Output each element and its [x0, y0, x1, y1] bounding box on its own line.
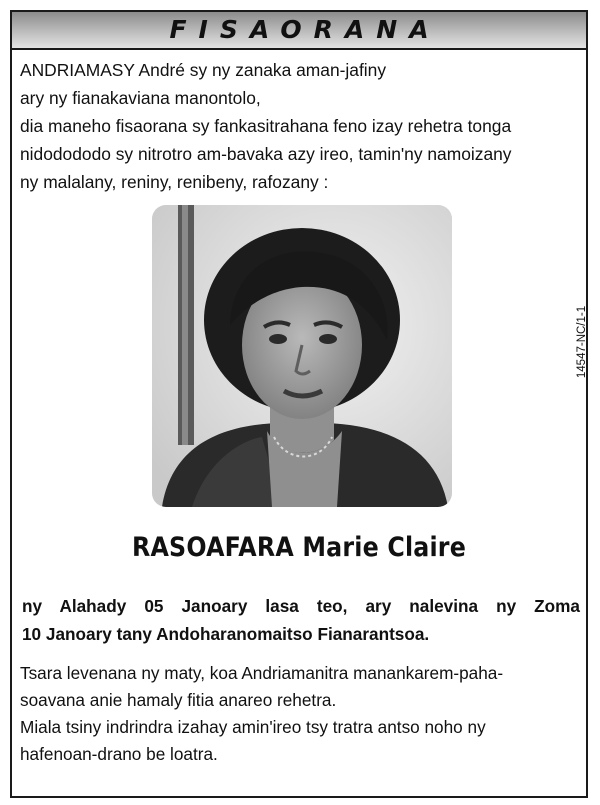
closing-line: soavana anie hamaly fitia anareo rehetra.	[20, 690, 337, 710]
closing-line: Tsara levenana ny maty, koa Andriamanitra manankarem-paha-	[20, 663, 504, 683]
intro-line: ary ny fianakaviana manontolo,	[20, 88, 261, 108]
death-details-line: 10 Janoary tany Andoharanomaitso Fianarantsoa.	[22, 624, 430, 644]
death-details	[22, 592, 580, 648]
closing-line: Miala tsiny indrindra izahay amin'ireo tsy tratra antso noho ny	[20, 717, 486, 737]
intro-paragraph	[20, 56, 580, 196]
portrait-photo	[152, 205, 452, 507]
header-banner	[12, 12, 586, 50]
notice-title: FISAORANA	[169, 15, 441, 44]
death-details-line: ny Alahady 05 Janoary lasa teo, ary nalevina ny Zoma	[22, 596, 580, 616]
intro-line: nidodododo sy nitrotro am-bavaka azy ireo, tamin'ny namoizany	[20, 144, 512, 164]
portrait-illustration	[152, 205, 452, 507]
closing-line: hafenoan-drano be loatra.	[20, 744, 218, 764]
intro-line: ANDRIAMASY André sy ny zanaka aman-jafiny	[20, 60, 387, 80]
intro-line: dia maneho fisaorana sy fankasitrahana feno izay rehetra tonga	[20, 116, 512, 136]
intro-line: ny malalany, reniny, renibeny, rafozany :	[20, 172, 329, 192]
notice-frame	[10, 10, 588, 798]
closing-paragraph	[20, 660, 580, 768]
deceased-name: RASOAFARA Marie Claire	[132, 532, 466, 563]
reference-code: 14547-NC/1-1	[576, 305, 588, 379]
